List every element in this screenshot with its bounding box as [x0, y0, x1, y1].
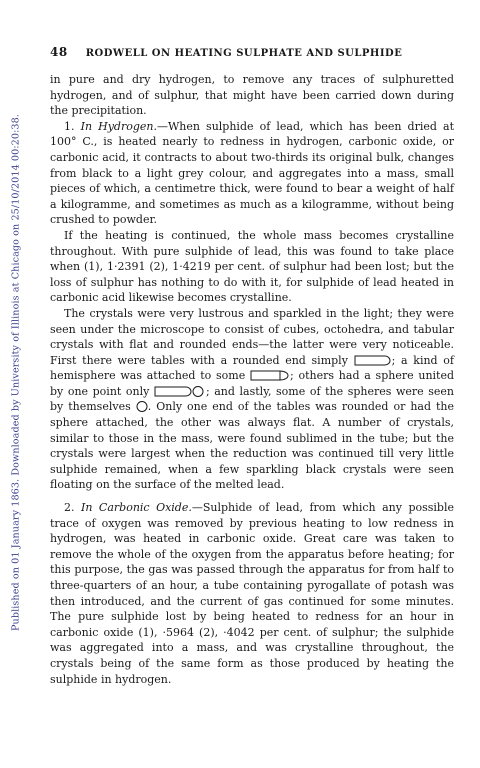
section-number-2: 2.: [64, 501, 75, 515]
paragraph-carbonic-oxide-text: —Sulphide of lead, from which any possible trace of oxygen was removed by previous heating to low redness in hydrogen, was heated in carbonic oxide. Great care was taken to remove the whole of the oxygen from the apparatus before heating; for this purpose, the gas was passed through the apparatus for from half to three-quarters of an hour, a tube containing pyrogallate of potash was then introduced, and the current of gas continued for some minutes. The pure sulphide lost by being heated to redness for an hour in carbonic oxide (1), ·5964 (2), ·4042 per cent. of sulphur; the sulphide was aggregated into a mass, and was crystalline throughout, the crystals being of the same form as those produced by heating the sulphide in hydrogen.: [50, 501, 454, 686]
crystals-text-e: ; and: [205, 384, 235, 398]
page-number: 48: [50, 45, 68, 59]
hemisphere-table-icon: [250, 370, 290, 381]
running-title: RODWELL ON HEATING SULPHATE AND SULPHIDE: [85, 48, 403, 59]
rounded-end-table-icon: [354, 355, 392, 366]
sphere-attached-table-icon: [154, 386, 206, 397]
download-notice: [10, 28, 22, 718]
article-body: [50, 72, 454, 687]
crystals-text-d: others had a sphere united by one point only: [50, 369, 455, 398]
paragraph-carbonic-oxide: [50, 500, 454, 687]
section-heading-carbonic-oxide: In Carbonic Oxide.: [81, 501, 192, 515]
running-header: [50, 46, 452, 60]
download-notice-text: Published on 01 January 1863. Downloaded by University of Illinois at Chicago on 25/10/2014 00:20:38.: [10, 114, 22, 632]
section-heading-hydrogen: In Hydrogen.: [80, 119, 157, 133]
paragraph-crystals: [50, 306, 454, 493]
crystals-text-b: ; a kind of hemisphere was attached to some: [50, 353, 454, 383]
paragraph-crystalline: If the heating is continued, the whole mass becomes crystalline throughout. With pure sulphide of lead, this was found to take place when (1), 1·2391 (2), 1·4219 per cent. of sulphur had been lost; but the loss of sulphur has nothing to do with it, for sulphide of lead heated in carbonic acid likewise becomes crystalline.: [50, 228, 454, 305]
paragraph-hydrogen-text: —When sulphide of lead, which has been dried at 100° C., is heated nearly to redness in hydrogen, carbonic oxide, or carbonic acid, it contracts to about two-thirds its original bulk, changes from black to a light grey colour, and aggregates into a mass, small pieces of which, a centimetre thick, were found to bear a weight of half a kilogramme, and sometimes as much as a kilogramme, without being crushed to powder.: [50, 119, 454, 227]
paragraph-1: in pure and dry hydrogen, to remove any traces of sulphuretted hydrogen, and of sulphur, that might have been carried down during the precipitation.: [50, 73, 454, 118]
sphere-icon: [136, 401, 148, 412]
crystals-text-f: lastly, some of the spheres were seen by themselves: [50, 384, 455, 414]
paragraph-hydrogen: [50, 119, 454, 228]
crystals-text-g: . Only one end of the tables was rounded or had the sphere attached, the other was always flat. A number of crystals, similar to those in the mass, were found sublimed in the tube; but the crystals were largest when the reduction was continued till very little sulphide remained, when a few sparkling black crystals were seen floating on the surface of the melted lead.: [50, 400, 455, 492]
crystals-text-c: ;: [290, 369, 294, 383]
crystals-text-a: The crystals were very lustrous and sparkled in the light; they were seen under the microscope to consist of cubes, octohedra, and tabular crystals with flat and rounded ends—the latter were very noticeable. First there were tables with a rounded end simply: [50, 306, 454, 367]
section-number-1: 1.: [64, 119, 75, 133]
